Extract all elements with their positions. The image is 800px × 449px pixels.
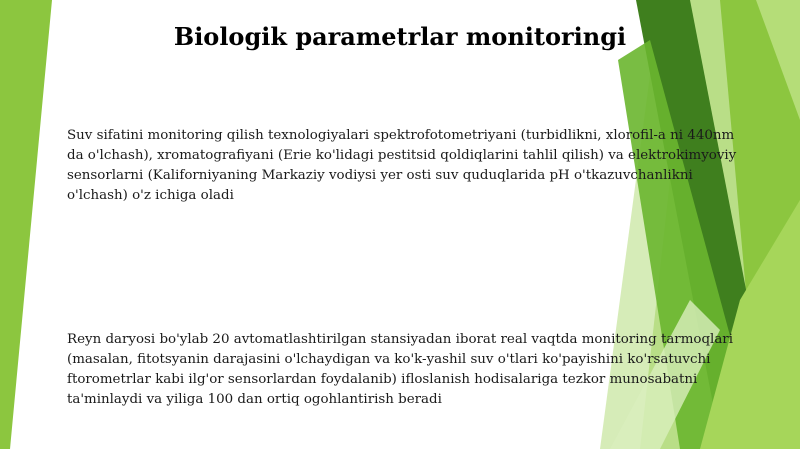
paragraph-water-quality-technologies: Suv sifatini monitoring qilish texnologiyalari spektrofotometriyani (turbidlikni, xlorofil-a ni 440nm da o'lchash), xromatografiyani (Erie ko'lidagi pestitsid qoldiqlarini tahlil qilish) va elektrokimyoviy sensorlarni (Kaliforniyaning Markaziy vodiysi yer osti suv quduqlarida pH o'tkazuvchanlikni o'lchash) o'z ichiga oladi [67,128,737,203]
slide-title: Biologik parametrlar monitoringi [173,22,627,51]
paragraph-rhine-monitoring-network: Reyn daryosi bo'ylab 20 avtomatlashtirilgan stansiyadan iborat real vaqtda monitoring tarmoqlari (masalan, fitotsyanin darajasini o'lchaydigan va ko'k-yashil suv o'tlari ko'payishini ko'rsatuvchi ftorometrlar kabi ilg'or sensorlardan foydalanib) ifloslanish hodisalariga tezkor munosabatni ta'minlaydi va yiliga 100 dan ortiq ogohlantirish beradi [67,332,733,407]
left-green-shape [0,0,52,449]
